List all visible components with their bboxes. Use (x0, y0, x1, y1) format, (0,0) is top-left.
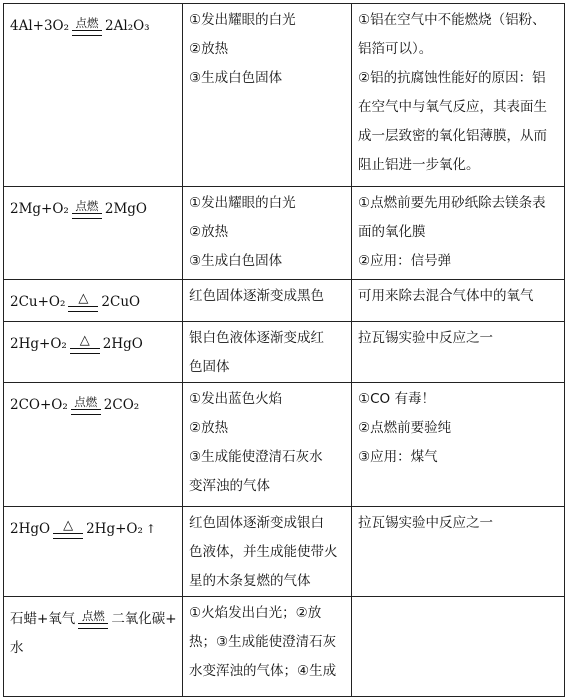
phenomenon-line: ①火焰发出白光；②放 (189, 605, 322, 621)
phenomena-cell (183, 280, 352, 322)
notes-cell (352, 322, 565, 383)
condition-label: 点燃 (75, 16, 99, 30)
equation-cell (4, 507, 183, 597)
equation-cell (4, 322, 183, 383)
phenomenon-line: 变浑浊的气体 (189, 478, 270, 494)
reaction-condition (72, 200, 102, 219)
reactants: 4Al+3O₂ (10, 18, 70, 34)
phenomena-cell (183, 322, 352, 383)
condition-label: △ (79, 333, 90, 348)
reactants: 2Cu+O₂ (10, 294, 66, 310)
products: 2CO₂ (103, 397, 140, 413)
products: 二氧化碳+ (111, 611, 177, 627)
phenomenon-line: 红色固体逐渐变成银白 (189, 515, 324, 531)
notes-cell (352, 187, 565, 280)
phenomena-cell (183, 507, 352, 597)
reactants: 2Hg+O₂ (10, 336, 67, 352)
condition-label: 点燃 (81, 608, 105, 623)
notes-cell (352, 507, 565, 597)
phenomenon-line: 红色固体逐渐变成黑色 (189, 288, 324, 304)
phenomenon-line: ②放热 (189, 41, 229, 57)
table-row (4, 4, 565, 187)
phenomenon-line: 水变浑浊的气体；④生成 (189, 663, 337, 679)
note-line: ①CO 有毒！ (358, 391, 435, 407)
products: 2Hg+O₂ (86, 521, 143, 537)
phenomenon-line: ②放热 (189, 420, 229, 436)
reactants: 2Mg+O₂ (10, 201, 69, 217)
note-line: 拉瓦锡实验中反应之一 (358, 515, 493, 531)
notes-cell (352, 597, 565, 697)
phenomena-cell (183, 4, 352, 187)
table-row (4, 597, 565, 697)
note-line: ②铝的抗腐蚀性能好的原因：铝 (358, 70, 546, 86)
table-row (4, 383, 565, 507)
reactants: 2HgO (10, 521, 51, 537)
equation-cell (4, 597, 183, 697)
notes-cell (352, 4, 565, 187)
equals-sign (53, 533, 83, 539)
phenomenon-line: ②放热 (189, 224, 229, 240)
equation-cell (4, 383, 183, 507)
reaction-condition (78, 610, 108, 629)
note-line: ①铝在空气中不能燃烧（铝粉、 (358, 12, 546, 28)
equals-sign (71, 409, 101, 415)
phenomenon-line: ③生成能使澄清石灰水 (189, 449, 323, 465)
reactants: 石蜡+氧气 (10, 611, 76, 627)
phenomenon-line: ③生成白色固体 (189, 253, 283, 269)
gas-arrow-icon: ↑ (145, 522, 156, 536)
table-row (4, 187, 565, 280)
note-line: ③应用：煤气 (358, 449, 438, 465)
reactions-table (3, 3, 565, 697)
phenomenon-line: 色液体，并生成能使带火 (189, 544, 338, 560)
phenomenon-line: ①发出蓝色火焰 (189, 391, 283, 407)
reaction-condition (70, 335, 100, 354)
products: 2MgO (104, 201, 147, 217)
note-line: 铝箔可以）。 (358, 41, 433, 57)
phenomenon-line: 热；③生成能使澄清石灰 (189, 634, 337, 650)
chemical-equation (10, 515, 156, 544)
products: 2HgO (102, 336, 143, 352)
note-line: ②应用：信号弹 (358, 253, 452, 269)
reaction-condition (53, 520, 83, 539)
equation-cell (4, 187, 183, 280)
chemical-equation (10, 391, 139, 420)
note-line: 可用来除去混合气体中的氧气 (358, 288, 534, 304)
products: 2Al₂O₃ (105, 18, 150, 34)
equation-cell (4, 280, 183, 322)
condition-label: △ (63, 518, 74, 533)
equals-sign (68, 306, 98, 312)
notes-cell (352, 280, 565, 322)
phenomenon-line: 银白色液体逐渐变成红 (189, 330, 324, 346)
chemical-equation (10, 330, 143, 359)
phenomenon-line: 星的木条复燃的气体 (189, 573, 311, 589)
table-row (4, 322, 565, 383)
note-line: 拉瓦锡实验中反应之一 (358, 330, 493, 346)
note-line: ②点燃前要验纯 (358, 420, 452, 436)
phenomenon-line: 色固体 (189, 359, 230, 375)
reaction-condition (68, 293, 98, 312)
note-line: 阻止铝进一步氧化。 (358, 157, 480, 173)
equation-cell (4, 4, 183, 187)
chemical-equation (10, 288, 140, 317)
phenomena-cell (183, 383, 352, 507)
condition-label: 点燃 (75, 199, 99, 213)
equals-sign (78, 623, 108, 629)
condition-label: △ (78, 291, 89, 306)
phenomena-cell (183, 187, 352, 280)
notes-cell (352, 383, 565, 507)
products-continued: 水 (10, 640, 24, 656)
equals-sign (72, 30, 102, 36)
reaction-condition (71, 396, 101, 415)
phenomenon-line: ①发出耀眼的白光 (189, 195, 296, 211)
note-line: 成一层致密的氧化铝薄膜，从而 (358, 128, 547, 144)
reaction-condition (72, 17, 102, 36)
phenomenon-line: ③生成白色固体 (189, 70, 283, 86)
note-line: 面的氧化膜 (358, 224, 426, 240)
chemical-equation (10, 195, 147, 224)
products: 2CuO (101, 294, 141, 310)
table-row (4, 507, 565, 597)
table-row (4, 280, 565, 322)
chemical-equation (10, 12, 150, 41)
equals-sign (70, 348, 100, 354)
phenomena-cell (183, 597, 352, 697)
note-line: ①点燃前要先用砂纸除去镁条表 (358, 195, 546, 211)
phenomenon-line: ①发出耀眼的白光 (189, 12, 296, 28)
condition-label: 点燃 (74, 395, 98, 409)
reactants: 2CO+O₂ (10, 397, 68, 413)
chemical-equation (10, 605, 177, 633)
note-line: 在空气中与氧气反应，其表面生 (358, 99, 547, 115)
equals-sign (72, 213, 102, 219)
